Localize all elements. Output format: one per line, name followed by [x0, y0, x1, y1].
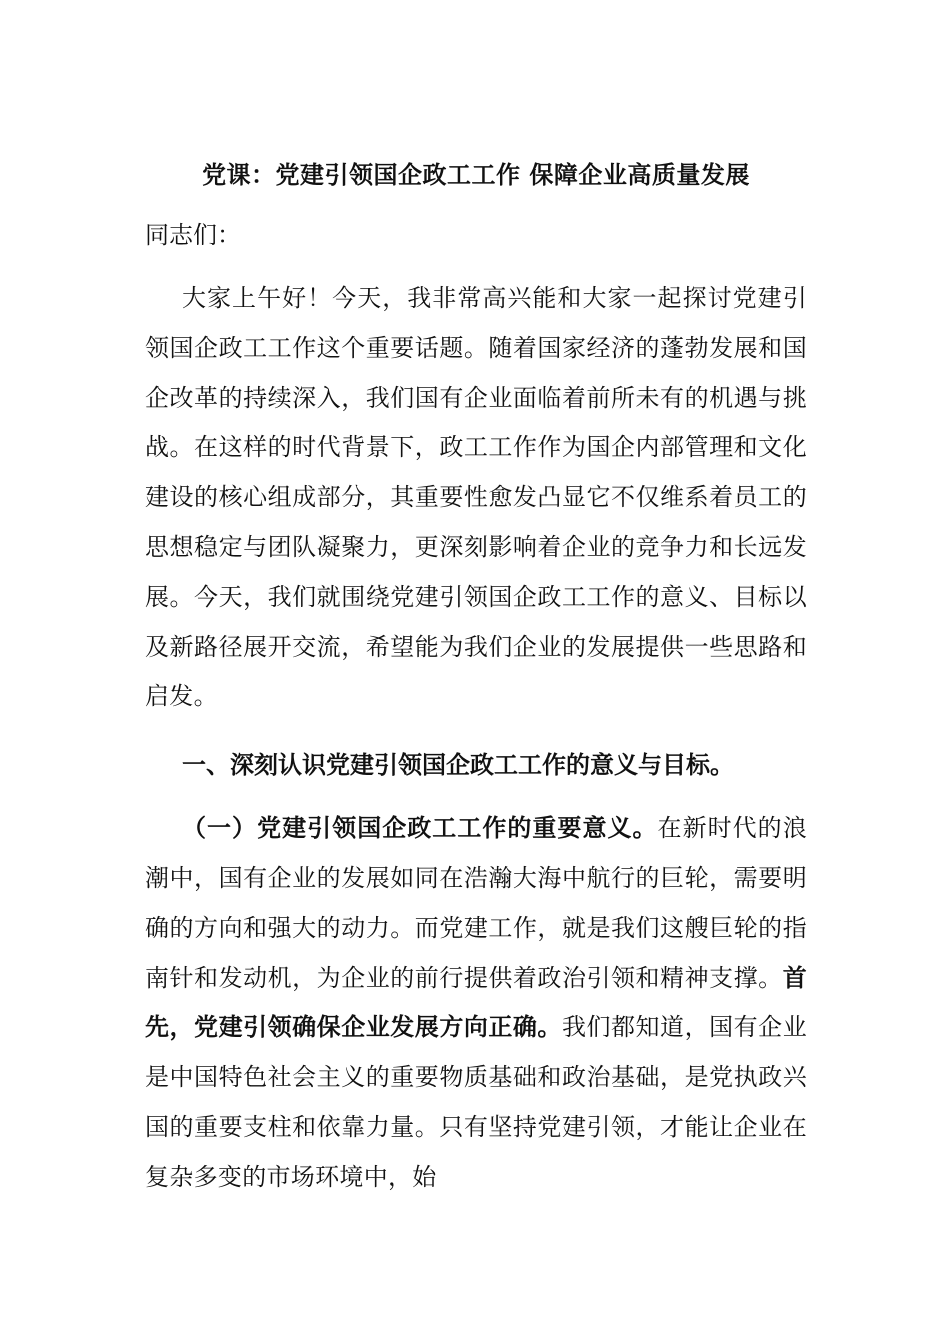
- subsection-paragraph-1: [145, 804, 807, 1202]
- subsection-text-a: 在新时代的浪潮中，国有企业的发展如同在浩瀚大海中航行的巨轮，需要明确的方向和强大的动力。而党建工作，就是我们这艘巨轮的指南针和发动机，为企业的前行提供着政治引领和精神支撑。: [145, 814, 807, 992]
- subsection-heading-1: （一）党建引领国企政工工作的重要意义。: [182, 814, 658, 843]
- section-heading-1: 一、深刻认识党建引领国企政工工作的意义与目标。: [182, 751, 734, 780]
- subsection-text-b: 我们都知道，国有企业是中国特色社会主义的重要物质基础和政治基础，是党执政兴国的重要支柱和依靠力量。只有坚持党建引领，才能让企业在复杂多变的市场环境中，始: [145, 1013, 807, 1191]
- key-point-1: 首先，党建引领确保企业发展方向正确。: [145, 963, 807, 1042]
- document-title: 党课：党建引领国企政工工作 保障企业高质量发展: [202, 161, 750, 189]
- intro-paragraph: 大家上午好！今天，我非常高兴能和大家一起探讨党建引领国企政工工作这个重要话题。随着国家经济的蓬勃发展和国企改革的持续深入，我们国有企业面临着前所未有的机遇与挑战。在这样的时代背景下，政工工作作为国企内部管理和文化建设的核心组成部分，其重要性愈发凸显它不仅维系着员工的思想稳定与团队凝聚力，更深刻影响着企业的竞争力和长远发展。今天，我们就围绕党建引领国企政工工作的意义、目标以及新路径展开交流，希望能为我们企业的发展提供一些思路和启发。: [145, 284, 807, 711]
- document-body: [145, 150, 807, 1203]
- salutation: 同志们：: [145, 221, 241, 249]
